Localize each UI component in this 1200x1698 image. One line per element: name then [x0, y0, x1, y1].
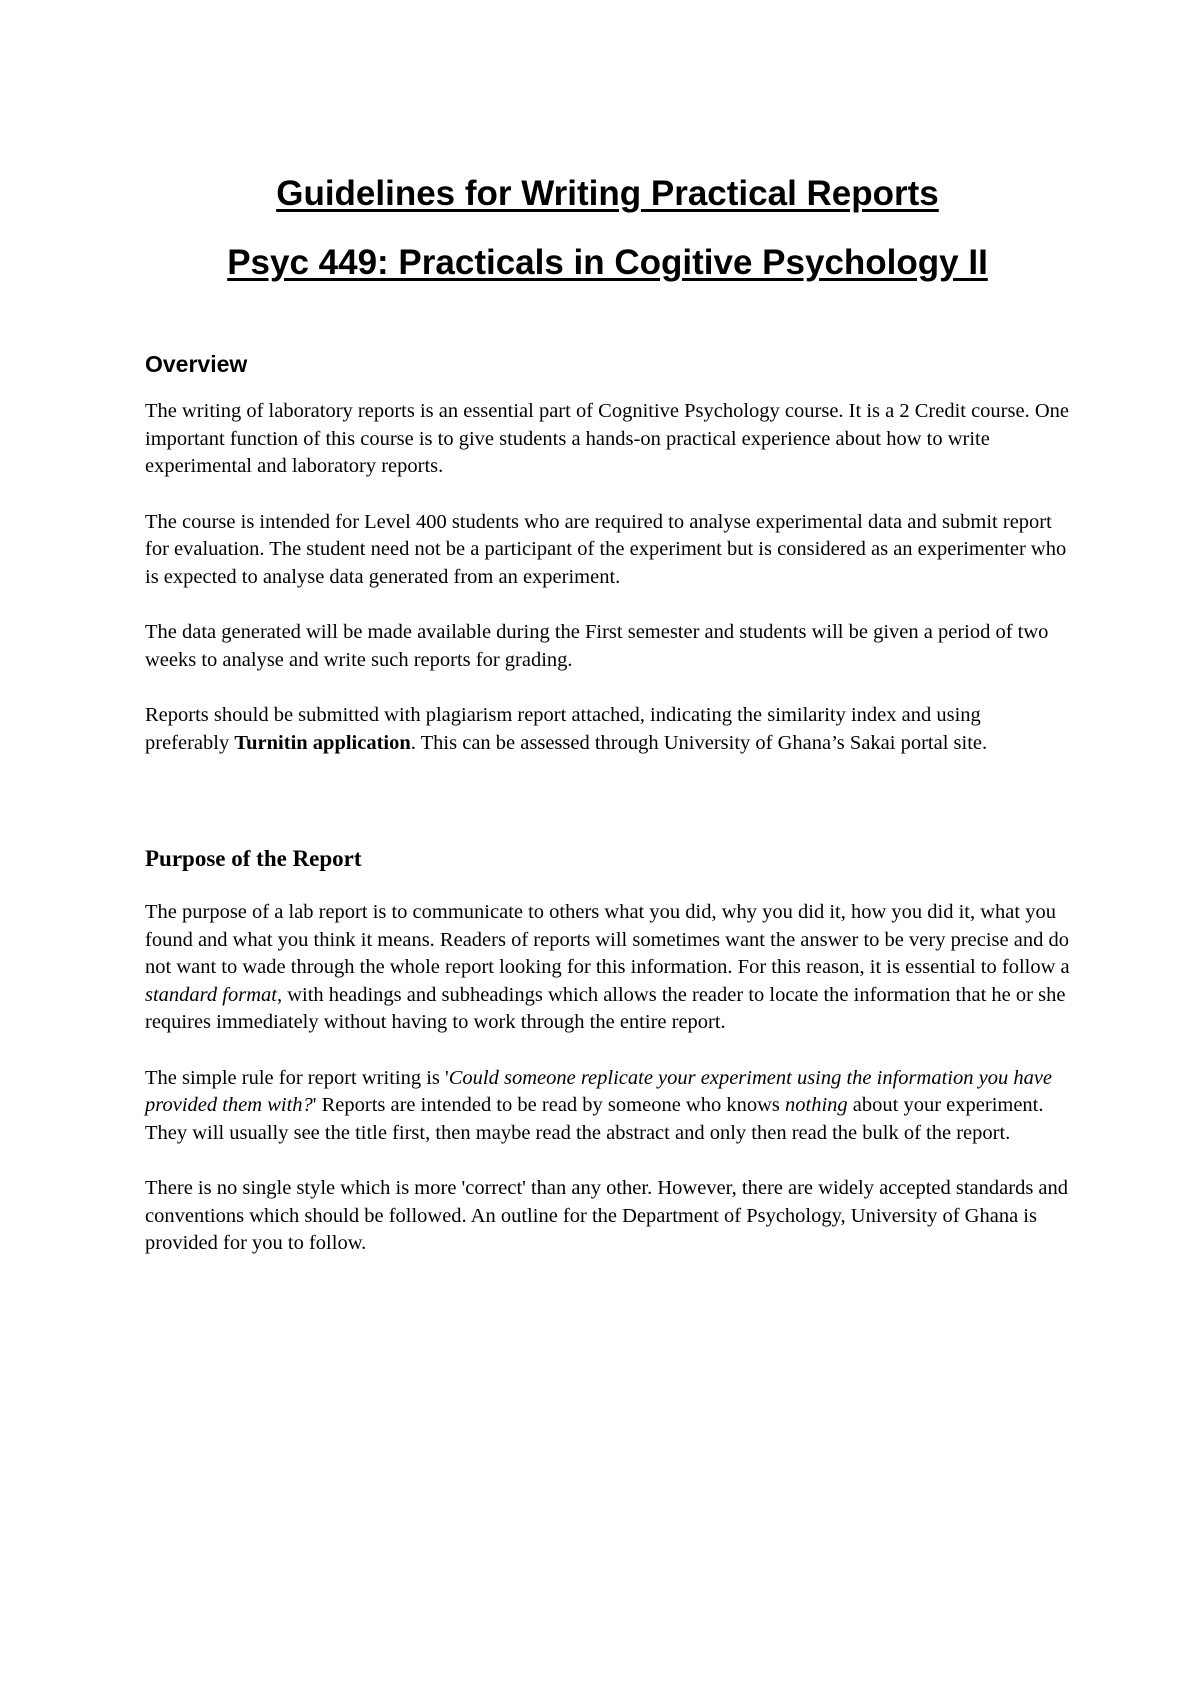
document-title: Guidelines for Writing Practical Reports — [276, 174, 939, 213]
replicate-question-emphasis: Could someone replicate your experiment using the information you have provided them with? — [145, 1066, 1053, 1116]
purpose-p1-end: , with headings and subheadings which allows the reader to locate the information that he or she requires immediately without having to work through the entire report. — [145, 983, 1066, 1033]
overview-paragraph-2: The course is intended for Level 400 students who are required to analyse experimental data and submit report for evaluation. The student need not be a participant of the experiment but is considered as an experimenter who is expected to analyse data generated from an experiment. — [145, 510, 1067, 588]
overview-paragraph-3: The data generated will be made available during the First semester and students will be given a period of two weeks to analyse and write such reports for grading. — [145, 621, 1049, 671]
purpose-heading: Purpose of the Report — [145, 846, 362, 871]
purpose-p1-start: The purpose of a lab report is to communicate to others what you did, why you did it, how you did it, what you found and what you think it means. Readers of reports will sometimes want the answer to be very precise and do not want to wade through the whole report looking for this information. For this reason, it is essential to follow a — [145, 901, 1070, 978]
purpose-p2-start: The simple rule for report writing is ' — [145, 1066, 449, 1089]
course-title: Psyc 449: Practicals in Cogitive Psychology II — [227, 243, 988, 282]
p4-text-start: Reports should be submitted with plagiarism report attached, indicating the similarity index and using preferably — [145, 704, 981, 754]
overview-paragraph-1: The writing of laboratory reports is an essential part of Cognitive Psychology course. It is a 2 Credit course. One important function of this course is to give students a hands-on practical experience about how to write experimental and laboratory reports. — [145, 400, 1069, 477]
purpose-paragraph-3: There is no single style which is more 'correct' than any other. However, there are widely accepted standards and conventions which should be followed. An outline for the Department of Psychology, University of Ghana is provided for you to follow. — [145, 1177, 1069, 1254]
turnitin-emphasis: Turnitin application — [234, 731, 411, 754]
overview-heading: Overview — [145, 351, 248, 377]
overview-section — [145, 350, 1070, 757]
purpose-paragraph-1 — [145, 899, 1070, 1037]
purpose-paragraph-2 — [145, 1065, 1070, 1148]
standard-format-emphasis: standard format — [145, 983, 277, 1006]
purpose-p2-end: about your experiment. They will usually see the title first, then maybe read the abstract and only then read the bulk of the report. — [145, 1094, 1044, 1144]
purpose-p2-middle: ' Reports are intended to be read by someone who knows — [312, 1094, 786, 1116]
p4-text-end: . This can be assessed through University of Ghana’s Sakai portal site. — [410, 731, 988, 754]
nothing-emphasis: nothing — [785, 1094, 848, 1116]
purpose-section — [145, 845, 1070, 1258]
overview-paragraph-4 — [145, 702, 1070, 757]
